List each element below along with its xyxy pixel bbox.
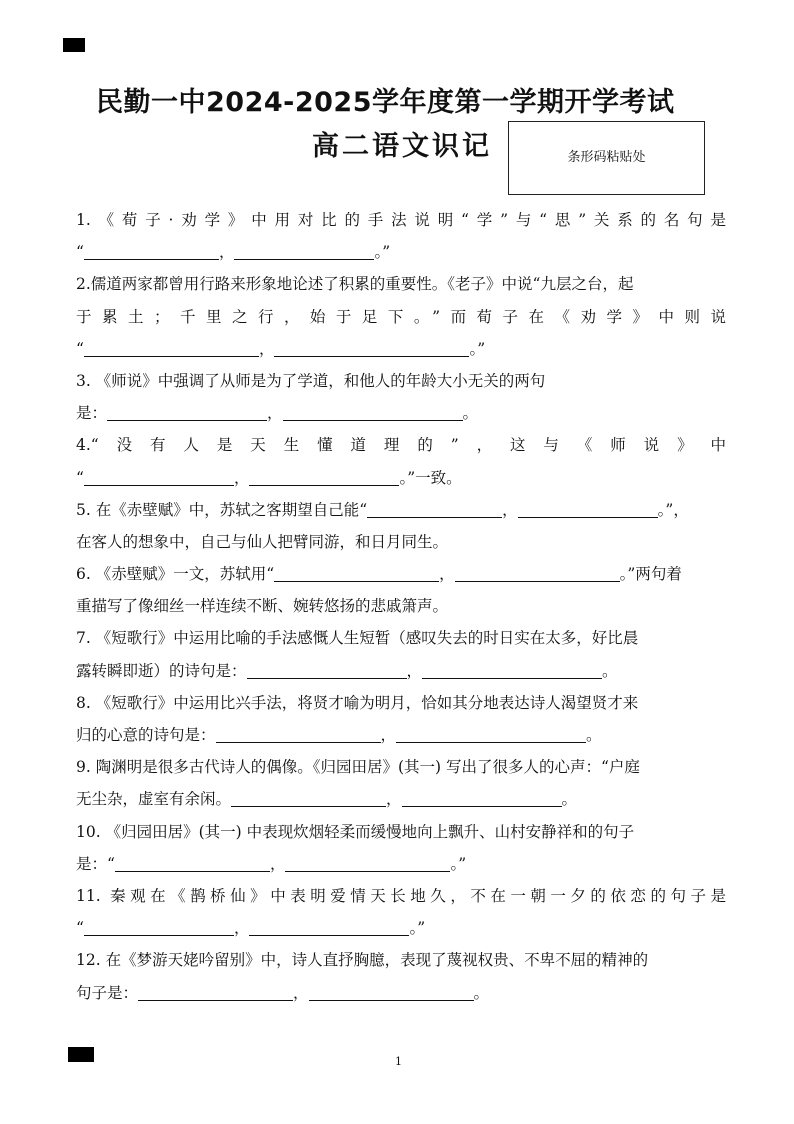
answer-blank[interactable]	[422, 660, 602, 679]
question-line	[76, 365, 726, 397]
question-line	[76, 816, 726, 848]
answer-blank[interactable]	[247, 660, 407, 679]
question-3	[76, 365, 726, 429]
answer-blank[interactable]	[84, 917, 234, 936]
question-text: ，	[293, 983, 309, 1002]
question-11	[76, 880, 726, 944]
question-line	[76, 526, 726, 558]
question-text: 4.“没有人是天生懂道理的”，这与《师说》中	[76, 436, 726, 455]
question-text: 3. 《师说》中强调了从师是为了学道，和他人的年龄大小无关的两句	[76, 371, 546, 390]
question-text: ，	[233, 919, 250, 938]
question-text: ，	[406, 661, 423, 680]
answer-blank[interactable]	[249, 467, 399, 486]
answer-blank[interactable]	[84, 241, 219, 260]
answer-blank[interactable]	[455, 563, 620, 582]
question-text: 。”	[374, 243, 391, 262]
question-text: 。	[586, 726, 602, 744]
question-text: 露转瞬即逝）的诗句是：	[76, 661, 247, 680]
question-text: 6. 《赤壁赋》一文，苏轼用“	[76, 565, 275, 584]
question-text: ，	[258, 339, 275, 358]
question-line	[76, 977, 726, 1009]
answer-blank[interactable]	[518, 499, 658, 518]
question-text: 。”，	[657, 500, 689, 519]
question-text: 。	[602, 661, 618, 680]
question-line	[76, 268, 726, 300]
exam-title: 民勤一中2024-2025学年度第一学期开学考试	[96, 87, 675, 118]
question-line	[76, 655, 726, 687]
barcode-area	[508, 121, 705, 195]
question-text: ，	[267, 404, 283, 423]
question-text: “	[76, 919, 84, 938]
answer-blank[interactable]	[396, 724, 586, 743]
question-line	[76, 558, 726, 590]
answer-blank[interactable]	[231, 788, 386, 807]
question-text: 2.儒道两家都曾用行路来形象地论述了积累的重要性。《老子》中说“九层之台，起	[76, 275, 634, 294]
question-text: “	[76, 339, 84, 358]
question-line	[76, 397, 726, 429]
answer-blank[interactable]	[274, 563, 439, 582]
question-list	[76, 204, 726, 1009]
question-line	[76, 590, 726, 622]
question-text: 句子是：	[76, 983, 139, 1002]
answer-blank[interactable]	[107, 402, 267, 421]
barcode-label: 条形码粘贴处	[567, 150, 646, 165]
question-line	[76, 301, 726, 333]
question-text: 是：	[76, 404, 108, 423]
question-text: 归的心意的诗句是：	[76, 726, 216, 744]
question-line	[76, 783, 726, 815]
answer-blank[interactable]	[285, 853, 450, 872]
answer-blank[interactable]	[367, 499, 502, 518]
question-line	[76, 494, 726, 526]
question-text: 。”	[409, 919, 426, 938]
question-text: “	[76, 243, 84, 262]
question-line	[76, 944, 726, 976]
question-text: 10. 《归园田居》(其一) 中表现炊烟轻柔而缓慢地向上飘升、山村安静祥和的句子	[76, 822, 635, 841]
question-text: 在客人的想象中，自己与仙人把臂同游，和日月同生。	[76, 532, 449, 551]
question-text: ，	[269, 854, 286, 873]
question-text: 8. 《短歌行》中运用比兴手法，将贤才喻为明月，恰如其分地表达诗人渴望贤才来	[76, 693, 639, 712]
question-text: 11. 秦观在《鹊桥仙》中表明爱情天长地久，不在一朝一夕的依恋的句子是	[76, 886, 726, 905]
answer-blank[interactable]	[274, 338, 469, 357]
question-text: 7. 《短歌行》中运用比喻的手法感慨人生短暂（感叹失去的时日实在太多，好比晨	[76, 629, 639, 648]
question-text: ，	[386, 790, 402, 809]
question-text: ，	[218, 243, 235, 262]
page-number: 1	[395, 1055, 402, 1068]
answer-blank[interactable]	[249, 917, 409, 936]
answer-blank[interactable]	[138, 982, 293, 1001]
question-text: 。”	[469, 339, 486, 358]
question-text: 5. 在《赤壁赋》中，苏轼之客期望自己能“	[76, 500, 368, 519]
question-text: ，	[233, 468, 250, 487]
question-2	[76, 268, 726, 365]
answer-blank[interactable]	[115, 853, 270, 872]
question-line	[76, 880, 726, 912]
registration-mark-bottom	[68, 1047, 94, 1062]
question-text: 于累土；千里之行，始于足下。”而荀子在《劝学》中则说	[76, 307, 726, 326]
question-text: “	[76, 468, 84, 487]
question-text: 重描写了像细丝一样连续不断、婉转悠扬的悲戚箫声。	[76, 597, 449, 616]
answer-blank[interactable]	[283, 402, 463, 421]
question-9	[76, 751, 726, 815]
question-text: 1.《荀子·劝学》中用对比的手法说明“学”与“思”关系的名句是	[76, 211, 726, 229]
question-line	[76, 912, 726, 944]
question-line	[76, 622, 726, 654]
registration-mark-top	[63, 38, 85, 52]
question-line	[76, 687, 726, 719]
question-line	[76, 848, 726, 880]
question-line	[76, 429, 726, 461]
answer-blank[interactable]	[402, 788, 562, 807]
question-10	[76, 816, 726, 880]
question-6	[76, 558, 726, 622]
question-text: 。	[473, 983, 490, 1002]
question-text: 。”两句着	[619, 565, 682, 584]
question-line	[76, 462, 726, 494]
question-text: 是：“	[76, 854, 115, 873]
question-line	[76, 236, 726, 268]
answer-blank[interactable]	[216, 724, 381, 743]
question-text: 9. 陶渊明是很多古代诗人的偶像。《归园田居》(其一) 写出了很多人的心声：“户庭	[76, 758, 640, 777]
question-text: ，	[502, 500, 518, 519]
answer-blank[interactable]	[234, 241, 374, 260]
question-line	[76, 719, 726, 751]
question-7	[76, 622, 726, 686]
question-line	[76, 751, 726, 783]
question-text: ，	[439, 565, 455, 584]
exam-subtitle: 高二语文识记	[312, 131, 492, 162]
question-text: ，	[380, 726, 397, 744]
question-8	[76, 687, 726, 751]
answer-blank[interactable]	[84, 338, 259, 357]
question-4	[76, 429, 726, 493]
question-text: 。	[561, 790, 578, 809]
question-12	[76, 944, 726, 1008]
question-line	[76, 204, 726, 236]
question-text: 12. 在《梦游天姥吟留别》中，诗人直抒胸臆，表现了蔑视权贵、不卑不屈的精神的	[76, 951, 649, 970]
question-text: 。”一致。	[399, 468, 462, 487]
answer-blank[interactable]	[309, 982, 474, 1001]
question-text: 无尘杂，虚室有余闲。	[76, 790, 232, 809]
answer-blank[interactable]	[84, 467, 234, 486]
question-text: 。	[462, 404, 479, 423]
question-line	[76, 333, 726, 365]
question-text: 。”	[450, 854, 467, 873]
question-1	[76, 204, 726, 268]
question-5	[76, 494, 726, 558]
